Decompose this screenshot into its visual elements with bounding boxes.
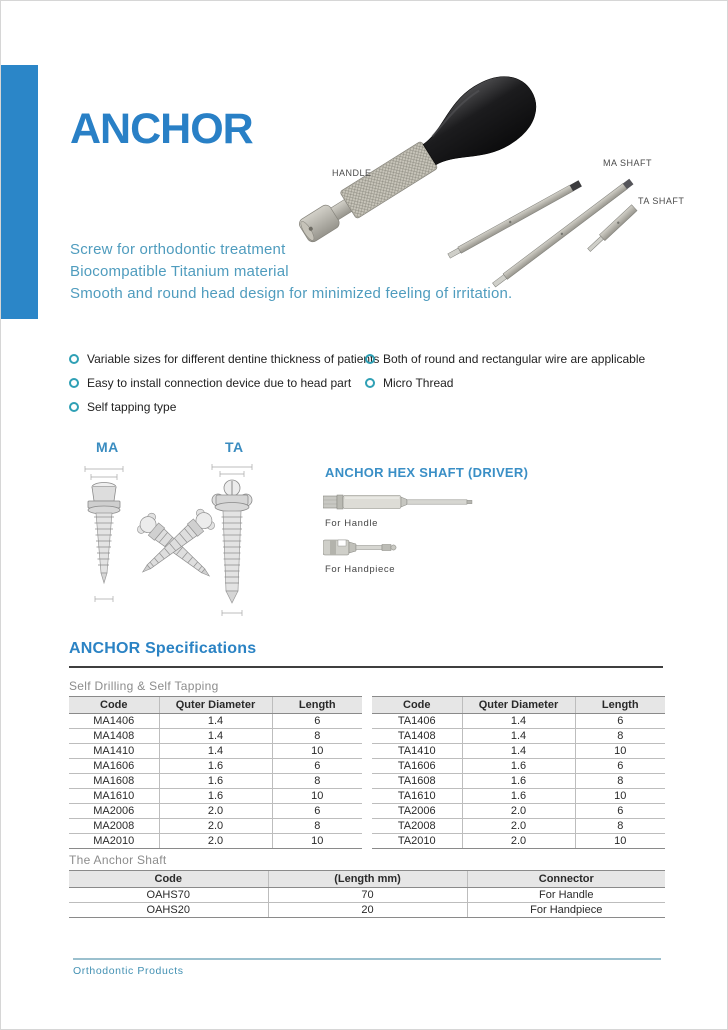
- feature-text: Variable sizes for different dentine thickness of patients: [87, 352, 380, 366]
- table-cell: 6: [575, 714, 665, 729]
- table-row: [372, 729, 665, 744]
- feature-text: Micro Thread: [383, 376, 454, 390]
- table-cell: 1.6: [159, 774, 272, 789]
- table-cell: 1.6: [462, 759, 575, 774]
- table-row: [69, 729, 362, 744]
- ma-spec-table: [69, 696, 362, 849]
- column-header-length-mm: (Length mm): [268, 871, 467, 888]
- table-row: [372, 789, 665, 804]
- table-cell: 70: [268, 888, 467, 903]
- hex-shaft-for-handle-caption: For Handle: [325, 518, 378, 529]
- table-row: [69, 888, 665, 903]
- table-cell: TA1610: [372, 789, 462, 804]
- table-cell: 1.6: [462, 774, 575, 789]
- table-cell: MA2008: [69, 819, 159, 834]
- specifications-heading: ANCHOR Specifications: [69, 640, 257, 657]
- table-cell: MA2006: [69, 804, 159, 819]
- footer-text: Orthodontic Products: [73, 965, 184, 977]
- table-row: [69, 834, 362, 849]
- table-row: [69, 714, 362, 729]
- table-row: [69, 789, 362, 804]
- table-cell: MA1406: [69, 714, 159, 729]
- column-header-diameter: Quter Diameter: [159, 697, 272, 714]
- table-cell: 1.4: [159, 714, 272, 729]
- feature-item: [365, 371, 645, 395]
- table-row: [372, 804, 665, 819]
- table-cell: TA2010: [372, 834, 462, 849]
- product-description: [70, 239, 512, 305]
- description-line: Biocompatible Titanium material: [70, 263, 289, 280]
- table-cell: 8: [272, 774, 362, 789]
- photo-label-ta-shaft: TA SHAFT: [638, 196, 685, 206]
- table-cell: TA2008: [372, 819, 462, 834]
- table-header-row: [69, 697, 362, 714]
- page-title: ANCHOR: [70, 105, 253, 153]
- feature-list-left: [69, 347, 379, 419]
- table-row: [372, 744, 665, 759]
- table-cell: For Handpiece: [467, 903, 665, 918]
- bullet-icon: [365, 378, 375, 388]
- table-cell: 20: [268, 903, 467, 918]
- table-cell: 2.0: [462, 804, 575, 819]
- hex-shaft-title: ANCHOR HEX SHAFT (DRIVER): [325, 465, 529, 480]
- table-cell: 2.0: [159, 804, 272, 819]
- table-cell: 1.4: [462, 729, 575, 744]
- table-cell: TA1408: [372, 729, 462, 744]
- table-cell: 2.0: [462, 819, 575, 834]
- table-cell: MA2010: [69, 834, 159, 849]
- column-header-length: Length: [575, 697, 665, 714]
- hex-shaft-for-handpiece-image: [323, 535, 403, 561]
- table-header-row: [69, 871, 665, 888]
- table-cell: OAHS70: [69, 888, 268, 903]
- bullet-icon: [69, 402, 79, 412]
- column-header-connector: Connector: [467, 871, 665, 888]
- table-cell: 10: [272, 744, 362, 759]
- table-row: [372, 759, 665, 774]
- table-cell: 6: [272, 714, 362, 729]
- table-cell: MA1610: [69, 789, 159, 804]
- ma-screw-diagram: [81, 461, 137, 609]
- table-cell: MA1608: [69, 774, 159, 789]
- bullet-icon: [69, 378, 79, 388]
- description-line: Screw for orthodontic treatment: [70, 241, 286, 258]
- table-cell: 1.6: [462, 789, 575, 804]
- table-row: [69, 774, 362, 789]
- column-header-length: Length: [272, 697, 362, 714]
- feature-list-right: [365, 347, 645, 395]
- footer-divider: [73, 958, 661, 960]
- table-cell: 10: [272, 834, 362, 849]
- feature-item: [69, 347, 379, 371]
- table-cell: 2.0: [159, 819, 272, 834]
- table-cell: 10: [575, 744, 665, 759]
- table-cell: TA1406: [372, 714, 462, 729]
- table-cell: 8: [575, 729, 665, 744]
- table-cell: 2.0: [462, 834, 575, 849]
- hex-shaft-for-handle-image: [323, 493, 473, 511]
- table-row: [69, 903, 665, 918]
- column-header-code: Code: [69, 697, 159, 714]
- table-row: [69, 804, 362, 819]
- table-cell: MA1410: [69, 744, 159, 759]
- table-cell: 1.4: [462, 744, 575, 759]
- table-cell: 6: [272, 804, 362, 819]
- ta-spec-table: [372, 696, 665, 849]
- variant-label-ta: TA: [225, 439, 244, 455]
- table-cell: 1.6: [159, 759, 272, 774]
- table-cell: TA1410: [372, 744, 462, 759]
- feature-text: Both of round and rectangular wire are applicable: [383, 352, 646, 366]
- anchor-shaft-title: The Anchor Shaft: [69, 853, 167, 867]
- table-cell: 6: [272, 759, 362, 774]
- table-cell: TA1606: [372, 759, 462, 774]
- ta-screw-diagram: [204, 461, 260, 621]
- feature-item: [69, 371, 379, 395]
- table-cell: 8: [272, 819, 362, 834]
- feature-text: Self tapping type: [87, 400, 177, 414]
- feature-item: [365, 347, 645, 371]
- feature-text: Easy to install connection device due to head part: [87, 376, 352, 390]
- table-row: [372, 714, 665, 729]
- table-row: [69, 819, 362, 834]
- photo-label-handle: HANDLE: [332, 168, 372, 178]
- column-header-code: Code: [372, 697, 462, 714]
- table-header-row: [372, 697, 665, 714]
- accent-bar: [1, 65, 38, 319]
- table-row: [372, 834, 665, 849]
- anchor-shaft-table: [69, 870, 665, 918]
- column-header-code: Code: [69, 871, 268, 888]
- bullet-icon: [69, 354, 79, 364]
- table-row: [69, 759, 362, 774]
- feature-item: [69, 395, 379, 419]
- specs-subtitle: Self Drilling & Self Tapping: [69, 679, 219, 693]
- table-cell: 2.0: [159, 834, 272, 849]
- table-cell: 10: [575, 834, 665, 849]
- table-cell: OAHS20: [69, 903, 268, 918]
- photo-label-ma-shaft: MA SHAFT: [603, 158, 653, 168]
- bullet-icon: [365, 354, 375, 364]
- variant-label-ma: MA: [96, 439, 119, 455]
- table-cell: 8: [575, 819, 665, 834]
- table-row: [372, 774, 665, 789]
- table-cell: 1.6: [159, 789, 272, 804]
- description-line: Smooth and round head design for minimized feeling of irritation.: [70, 285, 513, 302]
- table-cell: 1.4: [159, 744, 272, 759]
- table-cell: MA1408: [69, 729, 159, 744]
- table-cell: MA1606: [69, 759, 159, 774]
- table-cell: 8: [575, 774, 665, 789]
- table-cell: 10: [575, 789, 665, 804]
- table-cell: 6: [575, 804, 665, 819]
- column-header-diameter: Quter Diameter: [462, 697, 575, 714]
- table-cell: 1.4: [159, 729, 272, 744]
- table-row: [372, 819, 665, 834]
- table-cell: TA1608: [372, 774, 462, 789]
- table-row: [69, 744, 362, 759]
- table-cell: 10: [272, 789, 362, 804]
- specifications-divider: [69, 666, 663, 668]
- hex-shaft-for-handpiece-caption: For Handpiece: [325, 564, 396, 575]
- table-cell: 1.4: [462, 714, 575, 729]
- table-cell: For Handle: [467, 888, 665, 903]
- table-cell: 8: [272, 729, 362, 744]
- table-cell: TA2006: [372, 804, 462, 819]
- table-cell: 6: [575, 759, 665, 774]
